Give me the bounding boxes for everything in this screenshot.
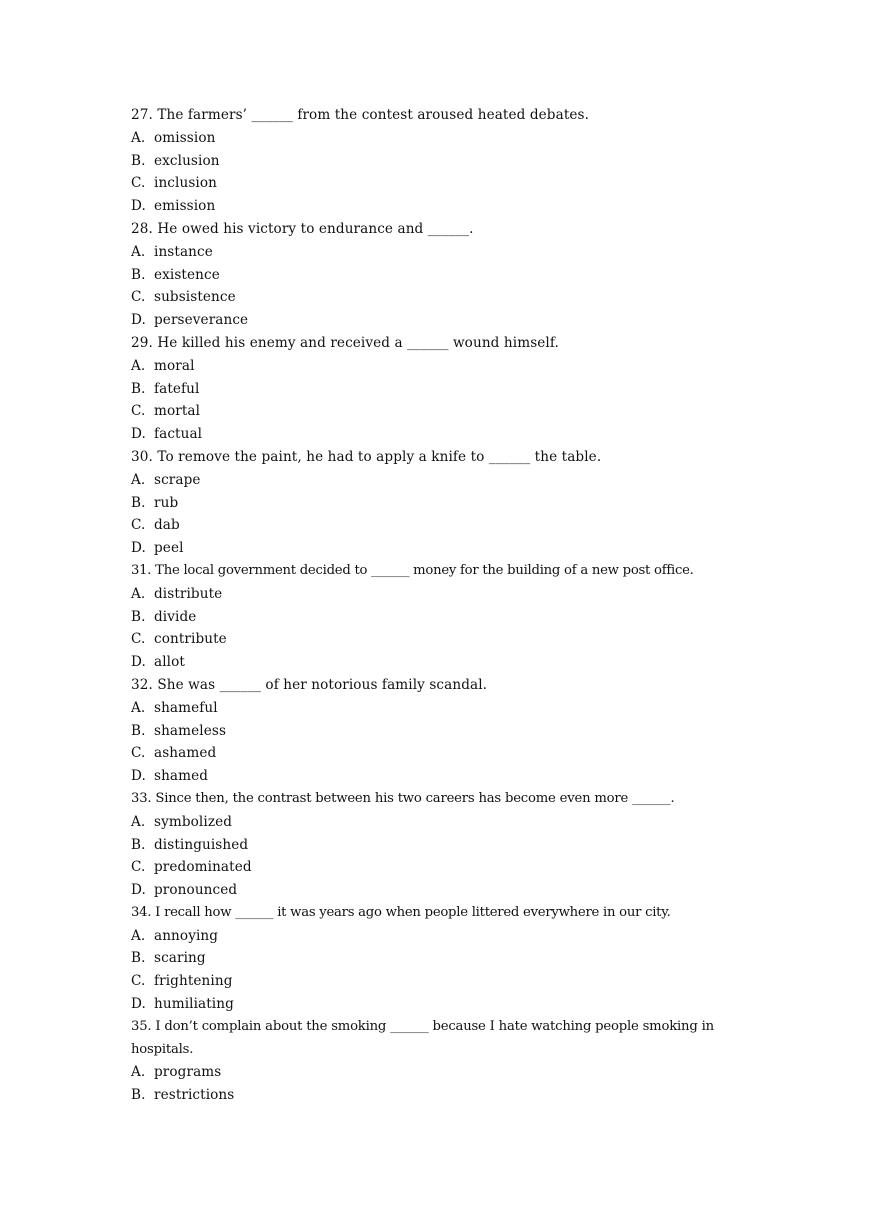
document-page	[131, 104, 751, 1107]
option-a: A. omission	[131, 129, 216, 146]
option-d: D. shamed	[131, 768, 209, 785]
option-a: A. scrape	[131, 471, 201, 488]
option-c: C. mortal	[131, 403, 201, 420]
option-a: A. distribute	[131, 585, 223, 602]
option-a: A. moral	[131, 357, 195, 374]
option-b: B. fateful	[131, 380, 200, 397]
option-d: D. peel	[131, 540, 184, 557]
option-b: B. shameless	[131, 722, 227, 739]
question-stem: 31. The local government decided to ______ money for the building of a new post office.	[131, 562, 694, 578]
question-stem: 27. The farmers’ ______ from the contest aroused heated debates.	[131, 107, 590, 123]
option-d: D. factual	[131, 426, 203, 443]
question-stem: 33. Since then, the contrast between his two careers has become even more ______.	[131, 790, 675, 806]
option-b: B. distinguished	[131, 836, 249, 853]
option-b: B. exclusion	[131, 152, 220, 169]
option-a: A. instance	[131, 243, 213, 260]
option-a: A. annoying	[131, 927, 219, 944]
option-a: A. shameful	[131, 699, 218, 716]
option-d: D. pronounced	[131, 882, 238, 899]
option-a: A. symbolized	[131, 813, 233, 830]
option-b: B. divide	[131, 608, 197, 625]
question-stem: 30. To remove the paint, he had to apply a knife to ______ the table.	[131, 448, 602, 465]
question-stem: 29. He killed his enemy and received a ______ wound himself.	[131, 334, 559, 351]
question-stem: 28. He owed his victory to endurance and ______.	[131, 220, 474, 237]
question-stem: 34. I recall how ______ it was years ago when people littered everywhere in our city.	[131, 904, 671, 920]
option-c: C. inclusion	[131, 175, 217, 192]
option-b: B. scaring	[131, 950, 206, 967]
option-d: D. emission	[131, 198, 216, 215]
option-d: D. allot	[131, 654, 185, 671]
option-d: D. perseverance	[131, 312, 249, 329]
option-a: A. programs	[131, 1064, 222, 1081]
option-d: D. humiliating	[131, 996, 234, 1013]
option-c: C. dab	[131, 517, 180, 534]
option-c: C. ashamed	[131, 745, 217, 762]
option-c: C. contribute	[131, 631, 227, 648]
option-c: C. predominated	[131, 859, 252, 876]
option-c: C. subsistence	[131, 289, 236, 306]
question-stem: 32. She was ______ of her notorious family scandal.	[131, 676, 488, 693]
option-b: B. rub	[131, 494, 179, 511]
question-stem: 35. I don’t complain about the smoking ______ because I hate watching people smoking in hospitals.	[131, 1018, 714, 1057]
option-b: B. restrictions	[131, 1087, 235, 1104]
option-c: C. frightening	[131, 973, 233, 990]
option-b: B. existence	[131, 266, 220, 283]
